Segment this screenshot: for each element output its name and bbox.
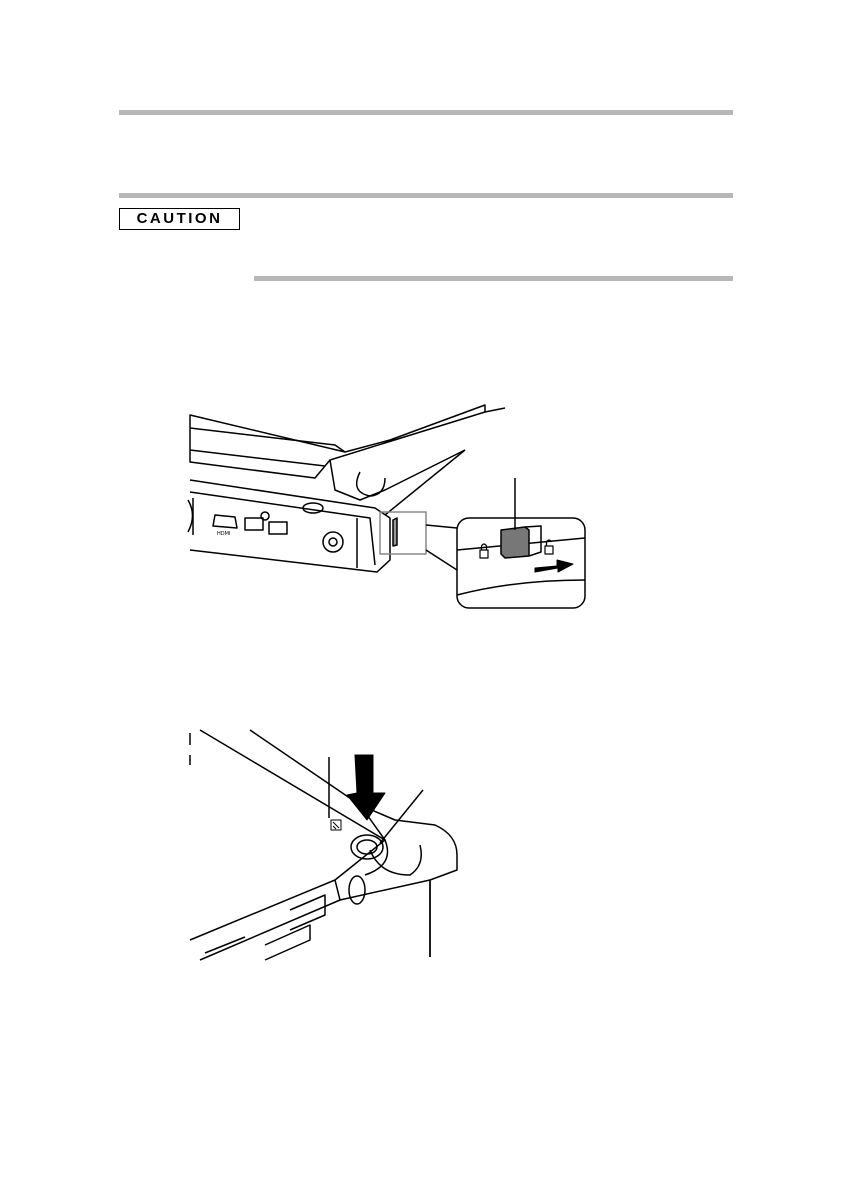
- caution-badge: CAUTION: [119, 208, 240, 230]
- padlock-closed-icon: [480, 544, 488, 558]
- hdmi-port: [213, 515, 237, 528]
- leader-line-1: [426, 525, 457, 528]
- header-rule-top: [119, 110, 733, 115]
- side-slot-ellipse: [349, 876, 365, 904]
- figure-laptop-latch: [185, 400, 595, 615]
- switch-icon: [331, 820, 341, 830]
- latch-inset: [457, 478, 585, 608]
- hdmi-label: HDMI: [217, 531, 231, 537]
- port-marker: [261, 512, 269, 520]
- latch-highlight-box: [380, 512, 426, 554]
- laptop-underside: [190, 730, 457, 960]
- power-jack: [323, 532, 343, 552]
- latch-small: [393, 518, 397, 546]
- vent-grille: [188, 498, 193, 535]
- leader-line-2: [426, 550, 457, 570]
- figure-release-button: [185, 725, 465, 965]
- release-button: [351, 835, 383, 859]
- arrow-down-icon: [347, 755, 385, 820]
- caution-rule: [254, 276, 733, 281]
- header-rule-bottom: [119, 193, 733, 198]
- arrow-right-icon: [535, 560, 573, 572]
